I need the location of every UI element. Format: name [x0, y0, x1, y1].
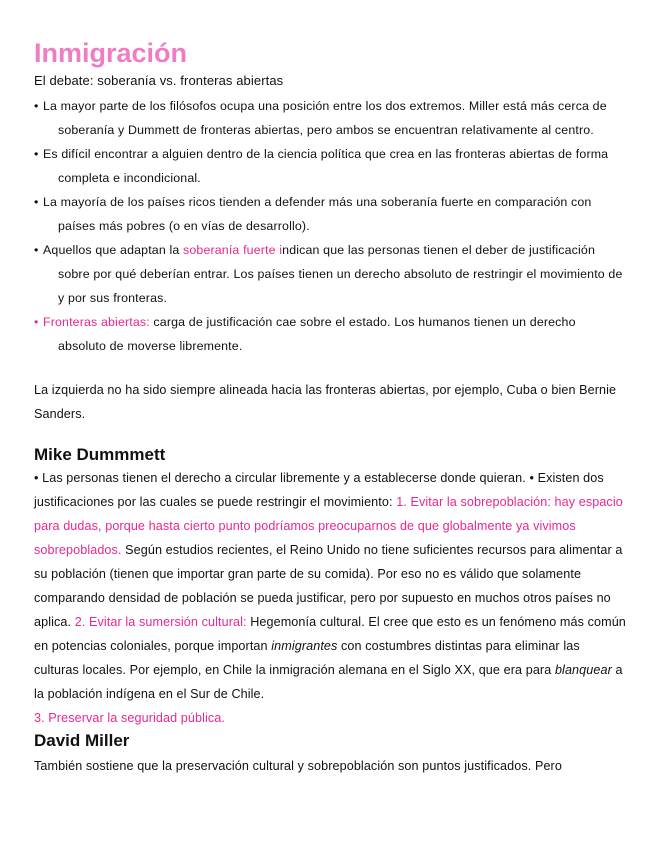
list-item: • La mayoría de los países ricos tienden a defender más una soberanía fuerte en comparación con países más pobres (o en vías de desarrollo). [34, 195, 592, 233]
list-item: • Fronteras abiertas: carga de justificación cae sobre el estado. Los humanos tienen un derecho absoluto de moverse libremente. [34, 315, 576, 353]
section-heading-miller: David Miller [34, 731, 130, 750]
highlight-text: soberanía fuerte i [183, 243, 283, 257]
dummett-paragraph: • Las personas tienen el derecho a circular libremente y a establecerse donde quieran. • Existen dos justificaciones por las cuales se puede restringir el movimiento: 1. Evitar la sobrepoblación: hay espacio para dudas, porque hasta cierto punto podríamos preocuparnos de que globalmente ya vivimos sobrepoblados. Según estudios recientes, el Reino Unido no tiene suficientes recursos para alimentar a su población (tienen que importar gran parte de su comida). Por eso no es válido que solamente comparando densidad de población se pueda justificar, pero por supuesto en muchos otros países no aplica. 2. Evitar la sumersión cultural: Hegemonía cultural. El cree que esto es un fenómeno más común en potencias coloniales, porque importan inmigrantes con costumbres distintas para eliminar las culturas locales. Por ejemplo, en Chile la inmigración alemana en el Siglo XX, que era para blanquear a la población indígena en el Sur de Chile. [34, 471, 626, 701]
list-item: • La mayor parte de los filósofos ocupa una posición entre los dos extremos. Miller está más cerca de soberanía y Dummett de fronteras abiertas, pero ambos se encuentran relativamente al centro. [34, 99, 607, 137]
list-item: • Aquellos que adaptan la soberanía fuerte indican que las personas tienen el deber de justificación sobre por qué deberían entrar. Los países tienen un derecho absoluto de restringir el movimiento de y por sus fronteras. [34, 243, 623, 305]
highlight-text: 2. Evitar la sumersión cultural: [74, 615, 247, 629]
highlight-text: Fronteras abiertas: [43, 315, 150, 329]
section-heading-dummett: Mike Dummmett [34, 445, 166, 464]
page-title: Inmigración [34, 38, 188, 68]
list-item: • Es difícil encontrar a alguien dentro de la ciencia política que crea en las fronteras abiertas de forma completa e incondicional. [34, 147, 609, 185]
page-subtitle: El debate: soberanía vs. fronteras abiertas [34, 73, 284, 88]
bullet-list [34, 94, 627, 358]
miller-paragraph: También sostiene que la preservación cultural y sobrepoblación son puntos justificados. Pero [34, 759, 562, 773]
left-paragraph: La izquierda no ha sido siempre alineada hacia las fronteras abiertas, por ejemplo, Cuba o bien Bernie Sanders. [34, 383, 617, 421]
dummett-point-3: 3. Preservar la seguridad pública. [34, 711, 226, 725]
highlight-text: 1. Evitar la sobrepoblación: hay espacio para dudas, porque hasta cierto punto podríamos preocuparnos de que globalmente ya vivimos sobrepoblados. [34, 495, 623, 557]
